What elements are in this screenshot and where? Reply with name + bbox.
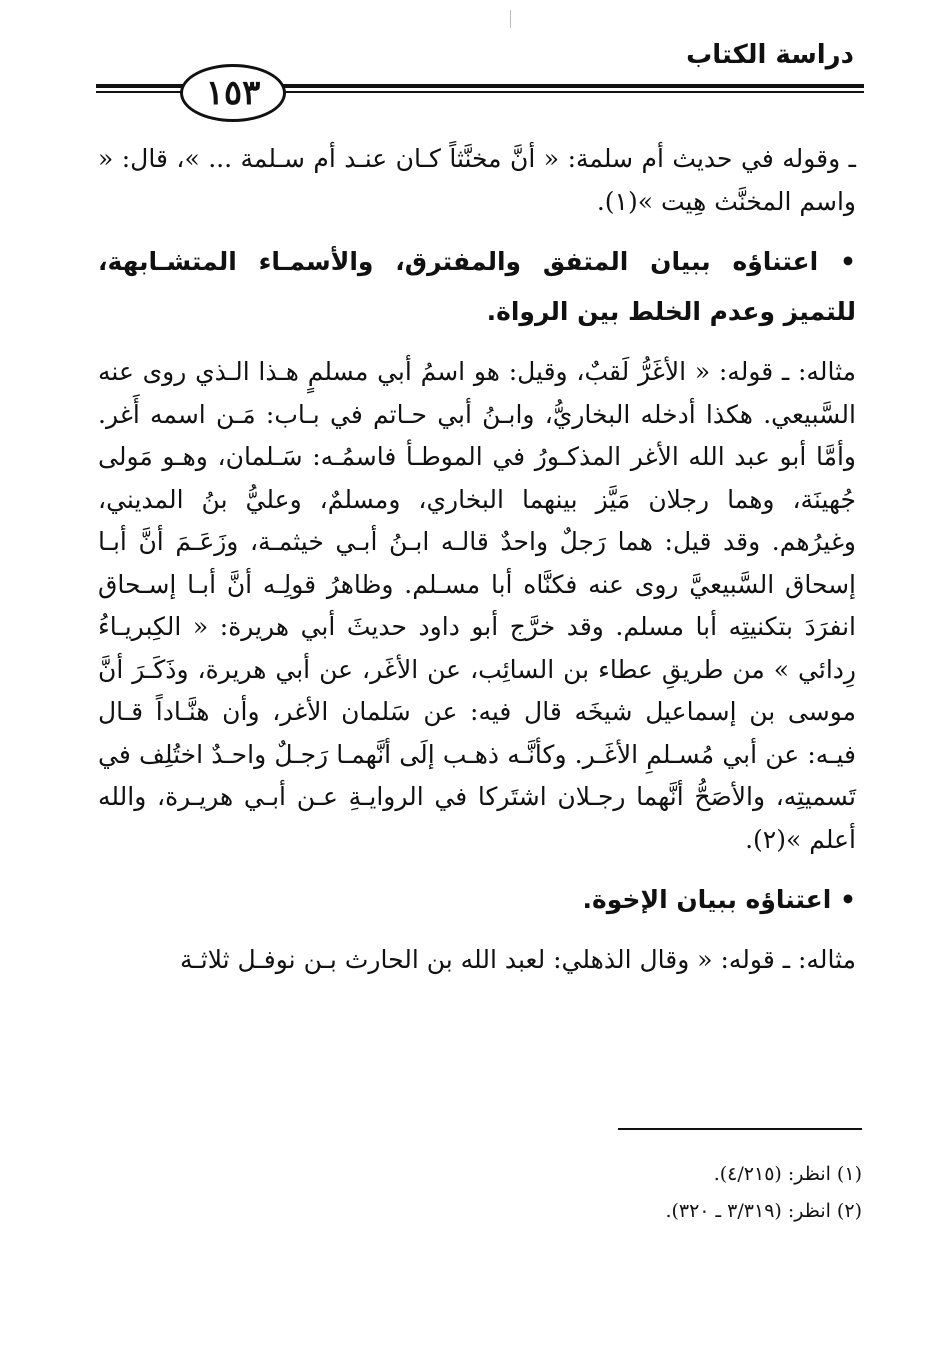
footnote-2: (٢) انظر: (٣/٣١٩ ـ ٣٢٠).: [665, 1200, 862, 1222]
footnote-separator: [618, 1128, 862, 1130]
paragraph-3: مثاله: ـ قوله: « وقال الذهلي: لعبد الله بن الحارث بـن نوفـل ثلاثـة: [180, 945, 856, 974]
running-header-title: دراسة الكتاب: [686, 40, 854, 70]
section-heading-1: • اعتناؤه ببيان المتفق والمفترق، والأسمـاء المتشـابهة، للتميز وعدم الخلط بين الرواة.: [98, 247, 856, 326]
footnotes: [400, 1156, 862, 1230]
paragraph-1: ـ وقوله في حديث أم سلمة: « أنَّ مخنَّثاً كـان عنـد أم سـلمة ... »، قال: « واسم المخنَّث هِيت »(١).: [98, 144, 856, 216]
section-heading-2: • اعتناؤه ببيان الإخوة.: [582, 885, 856, 914]
page-body: [98, 138, 856, 982]
scan-mark: [510, 10, 511, 28]
footnote-1: (١) انظر: (٤/٢١٥).: [713, 1163, 862, 1185]
paragraph-2: مثاله: ـ قوله: « الأغَرُّ لَقبٌ، وقيل: هو اسمُ أبي مسلمٍ هـذا الـذي روى عنه السَّبيعي. هكذا أدخله البخاريُّ، وابـنُ أبي حـاتم في بـاب: مَـن اسمه أَغر. وأمَّا أبو عبد الله الأغر المذكـورُ في الموطـأ فاسمُـه: سَـلمان، وهـو مَولى جُهينَة، وهما رجلان مَيَّز بينهما البخاري، ومسلمٌ، وعليُّ بنُ المديني، وغيرُهم. وقد قيل: هما رَجلٌ واحدٌ قالـه ابـنُ أبـي خيثمـة، وزَعَـمَ أنَّ أبـا إسحاق السَّبيعيَّ روى عنه فكنَّاه أبا مسـلم. وظاهرُ قولِـه أنَّ أبـا إسـحاق انفرَدَ بتكنيتِه أبا مسلم. وقد خرَّج أبو داود حديثَ أبي هريرة: « الكِبريـاءُ رِدائي » من طريقِ عطاء بن السائِب، عن الأغَر، عن أبي هريرة، وذَكَـرَ أنَّ موسى بن إسماعيل شيخَه قال فيه: عن سَلمان الأغر، وأن هنَّـاداً قـال فيـه: عن أبي مُسـلمِ الأغَـر. وكأنَّـه ذهـب إلَى أنَّهمـا رَجـلٌ واحـدٌ اختُلِف في تَسميتِه، والأصَحُّ أنَّهما رجـلان اشتَركا في الروايـةِ عـن أبـي هريـرة، والله أعلم »(٢).: [98, 357, 856, 854]
page-number: ١٥٣: [180, 64, 286, 122]
